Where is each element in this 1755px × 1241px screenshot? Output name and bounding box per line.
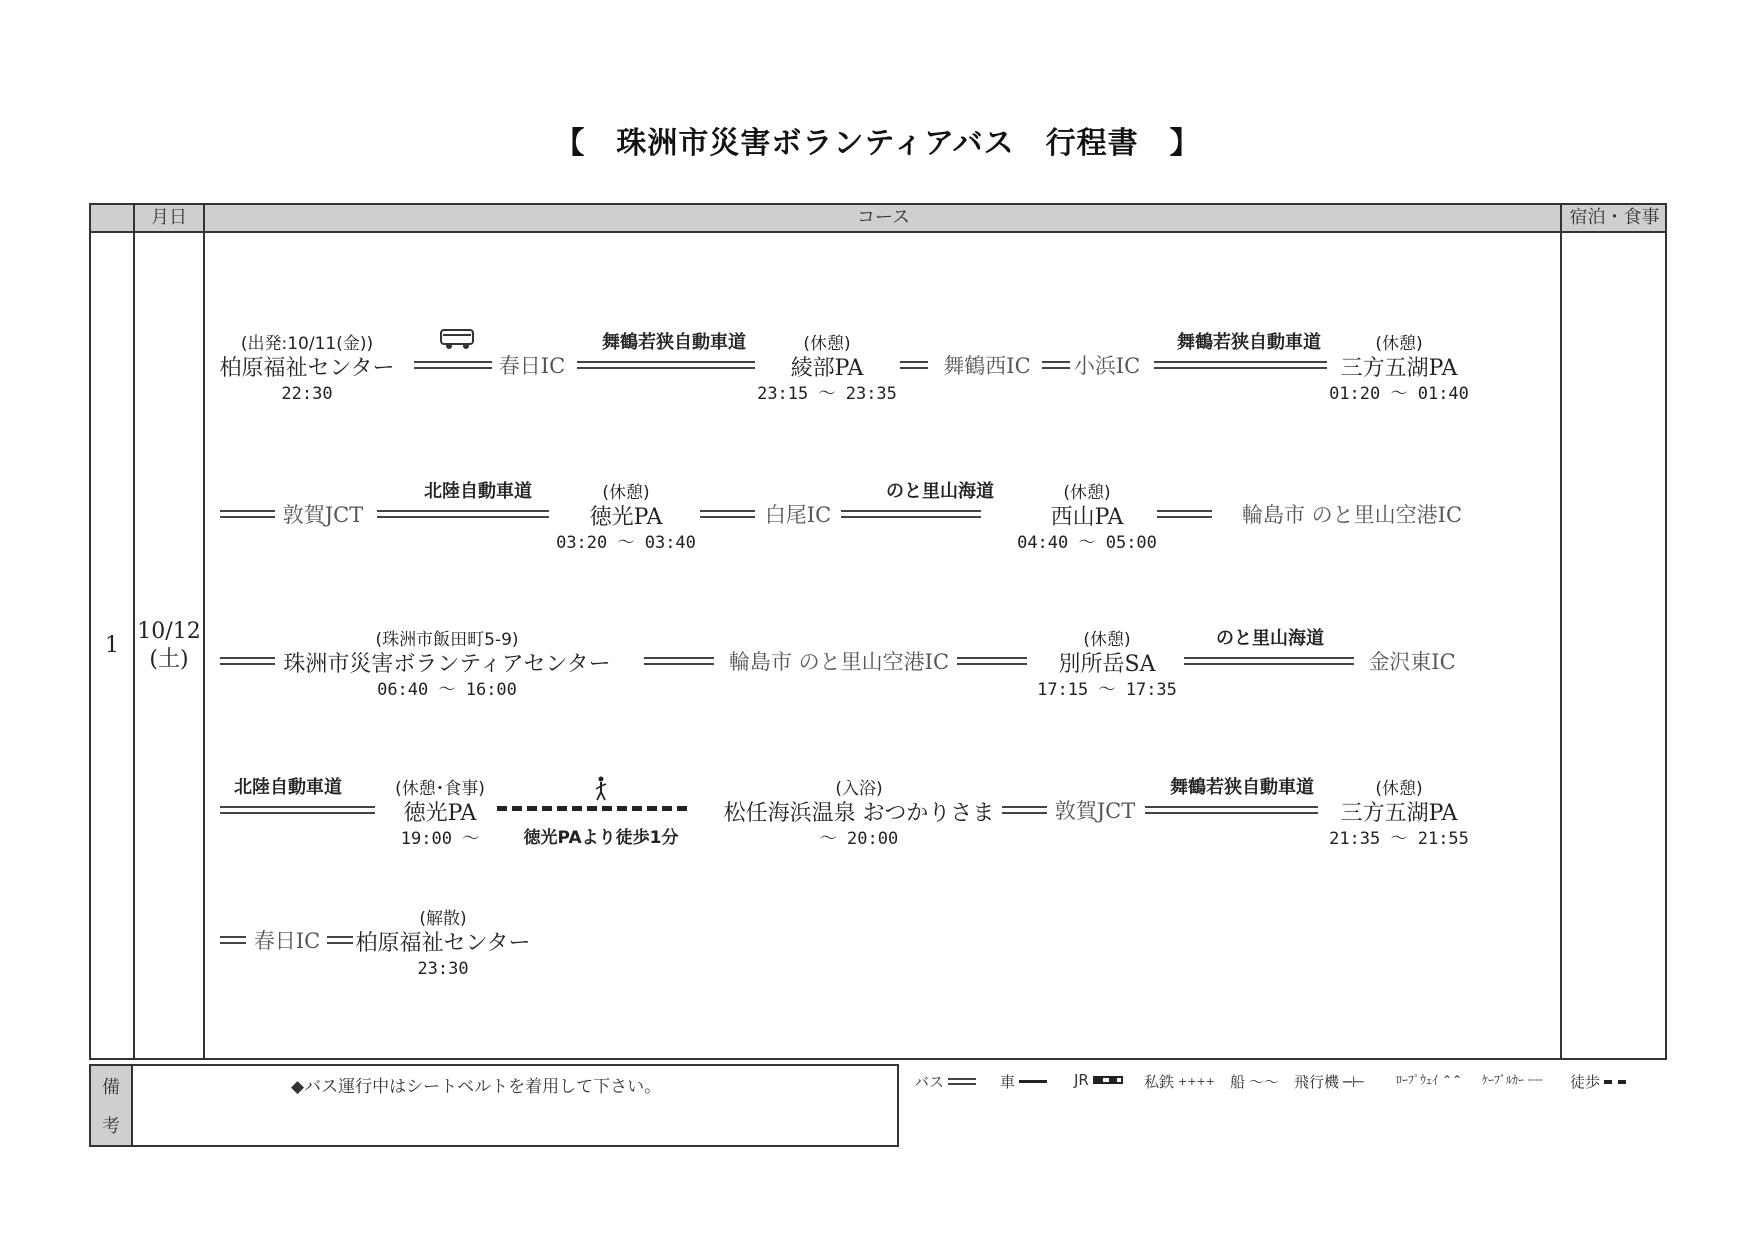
route-line — [644, 657, 714, 665]
road-name: のと里山海道 — [886, 481, 994, 502]
divider — [203, 205, 205, 1058]
legend-swatch — [1019, 1080, 1047, 1083]
legend-label: 船 — [1230, 1073, 1246, 1091]
legend-car — [1000, 1071, 1047, 1092]
route-line — [220, 936, 246, 944]
stop-onsen — [724, 778, 995, 850]
stop-note: (休憩) — [602, 483, 650, 503]
legend-ropeway — [1396, 1071, 1462, 1088]
stop-note: (珠洲市飯田町5-9) — [375, 630, 519, 650]
stop-name: 徳光PA — [589, 505, 663, 530]
legend-swatch: ⌃⌃ — [1442, 1072, 1463, 1087]
stop-name: 松任海浜温泉 おつかりさま — [723, 801, 995, 826]
divider — [1560, 205, 1562, 1058]
stop-bessho-dake-sa — [1037, 629, 1177, 701]
page-title: 【 珠洲市災害ボランティアバス 行程書 】 — [554, 126, 1201, 161]
road-name: 舞鶴若狭自動車道 — [1177, 332, 1321, 353]
header-course: コース — [856, 207, 911, 228]
interchange: 小浜IC — [1073, 354, 1141, 378]
remarks-text: ◆バス運行中はシートベルトを着用して下さい。 — [291, 1077, 662, 1097]
remarks-box — [89, 1064, 899, 1147]
day-number: 1 — [105, 633, 119, 658]
walk-route-line — [497, 806, 687, 811]
road-name: 舞鶴若狭自動車道 — [602, 332, 746, 353]
stop-time: 19:00 ～ — [400, 829, 480, 849]
stop-tokumitsu-pa — [556, 482, 696, 554]
interchange: 敦賀JCT — [282, 503, 364, 527]
interchange: 金沢東IC — [1368, 650, 1456, 674]
route-line — [1184, 657, 1354, 665]
stop-volunteer-center — [283, 629, 610, 701]
stop-note: (休憩) — [1063, 483, 1111, 503]
stop-time: ～ 20:00 — [819, 829, 899, 849]
legend-jr — [1074, 1071, 1123, 1089]
stop-time: 01:20 ～ 01:40 — [1329, 384, 1469, 404]
stop-name: 徳光PA — [403, 801, 477, 826]
stop-mikata-goko-pa — [1329, 333, 1469, 405]
route-line — [957, 657, 1027, 665]
legend-swatch — [1093, 1076, 1123, 1084]
legend-swatch: ─⊢ — [1343, 1072, 1366, 1091]
stop-time: 23:15 ～ 23:35 — [757, 384, 897, 404]
legend-bus — [914, 1071, 976, 1092]
route-legend — [914, 1071, 1664, 1093]
stop-note: (休憩) — [803, 334, 851, 354]
stop-tokumitsu-pa-meal — [395, 778, 485, 850]
header-stay-meals: 宿泊・食事 — [1569, 207, 1660, 228]
route-line — [1145, 806, 1318, 814]
stop-name: 三方五湖PA — [1340, 801, 1458, 826]
itinerary-table — [89, 203, 1667, 1060]
legend-label: ｹｰﾌﾞﾙｶｰ — [1482, 1073, 1525, 1087]
course-area — [207, 233, 1560, 1058]
stop-name: 珠洲市災害ボランティアセンター — [283, 652, 611, 677]
interchange: 春日IC — [253, 929, 321, 953]
stop-name: 綾部PA — [790, 356, 864, 381]
road-name: 北陸自動車道 — [424, 481, 532, 502]
stop-note: (休憩･食事) — [395, 779, 485, 799]
road-name: のと里山海道 — [1216, 628, 1324, 649]
stop-note: (入浴) — [835, 779, 883, 799]
legend-label: 徒歩 — [1570, 1073, 1601, 1091]
remarks-label-2: 考 — [102, 1116, 120, 1138]
legend-label: ﾛｰﾌﾟｳｪｲ — [1396, 1073, 1439, 1087]
legend-swatch — [948, 1078, 976, 1085]
legend-swatch — [1604, 1080, 1626, 1084]
route-line — [841, 510, 981, 518]
legend-private-rail — [1144, 1071, 1215, 1092]
interchange: 舞鶴西IC — [943, 354, 1031, 378]
day-weekday: (土) — [149, 646, 189, 672]
stop-name: 三方五湖PA — [1340, 356, 1458, 381]
route-line — [220, 510, 275, 518]
legend-walk — [1570, 1071, 1626, 1092]
header-date: 月日 — [151, 207, 187, 228]
legend-swatch: 〜〜 — [1249, 1073, 1280, 1091]
remarks-label — [91, 1066, 133, 1145]
road-name: 舞鶴若狭自動車道 — [1170, 777, 1314, 798]
interchange: 輪島市 のと里山空港IC — [1241, 503, 1463, 527]
stop-dissolution — [355, 908, 530, 980]
stop-name: 西山PA — [1050, 505, 1124, 530]
stop-time: 03:20 ～ 03:40 — [556, 533, 696, 553]
stop-nishiyama-pa — [1017, 482, 1157, 554]
legend-label: 私鉄 — [1144, 1073, 1175, 1091]
route-line — [577, 361, 755, 369]
stop-note: (休憩) — [1375, 779, 1423, 799]
stop-time: 04:40 ～ 05:00 — [1017, 533, 1157, 553]
legend-ship — [1230, 1071, 1279, 1092]
road-name: 北陸自動車道 — [234, 777, 342, 798]
route-line — [220, 657, 275, 665]
table-header — [91, 205, 1665, 233]
remarks-label-1: 備 — [102, 1076, 120, 1098]
stop-time: 21:35 ～ 21:55 — [1329, 829, 1469, 849]
interchange: 敦賀JCT — [1054, 799, 1136, 823]
route-line — [377, 510, 549, 518]
stop-note: (休憩) — [1083, 630, 1131, 650]
interchange: 白尾IC — [764, 503, 832, 527]
route-line — [220, 806, 375, 814]
legend-label: 車 — [1000, 1073, 1016, 1091]
route-line — [1154, 361, 1327, 369]
legend-swatch: ┄┄ — [1528, 1072, 1543, 1087]
legend-label: JR — [1074, 1071, 1089, 1089]
legend-label: バス — [914, 1073, 945, 1091]
stop-time: 17:15 ～ 17:35 — [1037, 680, 1177, 700]
stop-ayabe-pa — [757, 333, 897, 405]
stop-time: 23:30 — [417, 959, 469, 979]
stop-mikata-goko-pa-2 — [1329, 778, 1469, 850]
day-date-cell — [135, 233, 203, 1058]
route-line — [414, 361, 492, 369]
route-line — [1002, 806, 1047, 814]
day-date: 10/12 — [137, 618, 201, 644]
stop-name: 別所岳SA — [1058, 652, 1156, 677]
stop-note: (出発:10/11(金)) — [240, 334, 374, 354]
legend-cable-car — [1482, 1071, 1542, 1088]
route-line — [900, 361, 928, 369]
route-line — [1042, 361, 1070, 369]
stop-departure — [219, 333, 394, 405]
walk-note: 徳光PAより徒歩1分 — [523, 828, 679, 848]
walking-person-icon — [593, 776, 609, 802]
stop-time: 06:40 ～ 16:00 — [377, 680, 517, 700]
interchange: 春日IC — [498, 354, 566, 378]
route-line — [327, 936, 353, 944]
stop-name: 柏原福祉センター — [219, 356, 395, 381]
route-line — [1157, 510, 1212, 518]
stop-name: 柏原福祉センター — [355, 931, 531, 956]
stop-note: (解散) — [419, 909, 467, 929]
stop-note: (休憩) — [1375, 334, 1423, 354]
bus-icon — [439, 327, 477, 351]
legend-label: 飛行機 — [1294, 1073, 1340, 1091]
legend-airplane — [1294, 1071, 1365, 1092]
legend-swatch: ++++ — [1178, 1075, 1215, 1088]
stop-time: 22:30 — [281, 384, 333, 404]
interchange: 輪島市 のと里山空港IC — [728, 650, 950, 674]
route-line — [700, 510, 755, 518]
